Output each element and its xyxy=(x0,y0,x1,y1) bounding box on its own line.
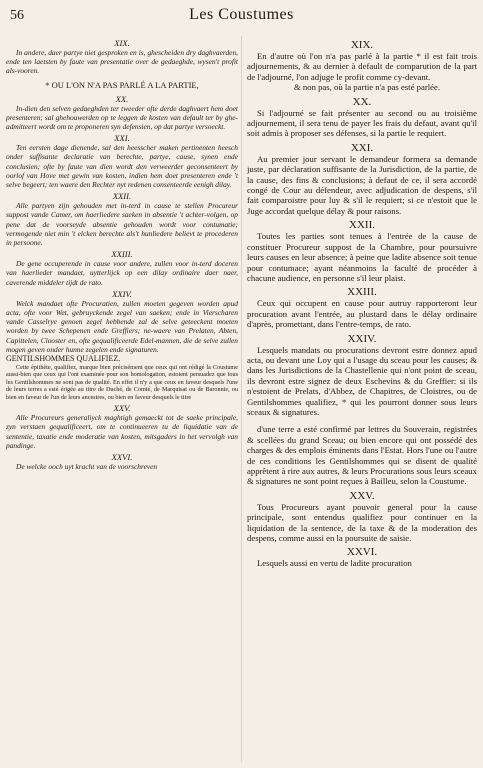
commentary-text: Cette épithète, qualifiez, marque bien précisément que ceux qui ont rédigé la Coustume aussi-bien que ceux qui l'ont examinée pour son homologation, estoient persuadez que tous les Gentilshommes ne sont pas de qualité. En effet il n'y a que ceux en faveur desquels l'une de leurs terres a esté érigée au titre de Duché, de Comté, de Marquisat ou de Baronnie, ou bien en faveur de l'un de leurs ancestres, ou bien en faveur desquels le titre xyxy=(6,364,238,401)
article-xxiv-fr xyxy=(247,333,477,418)
section-heading: * OU L'ON N'A PAS PARLÉ A LA PARTIE, xyxy=(45,79,199,90)
article-xxvi-nl xyxy=(6,452,238,471)
article-text: In-dien den selven gedaeghden ter tweeder ofte derde daghvaert hem doet presenteren; sal ghehouwerden op te leggen de kosten van default ter by ghe-admitteert wordt om te proponeren syn defensien, op dat partye versoeckt. xyxy=(6,103,238,132)
article-text: Si l'adjourné se fait présenter au second ou au troisième adjournement, il sera tenu de payer les frais du defaut, avant qu'il soit admis à proposer ses défenses, si la partie le requiert. xyxy=(247,107,477,139)
article-text: In andere, daer partye niet gesproken en is, ghescheiden dry daghvaerden, ende ten laetsten by faute van presentatie over de gedaeghde, wysen't profit als-vooren. xyxy=(6,48,238,76)
article-text: Welck mandaet ofte Procuratien, zullen moeten gegeven worden apud acta, ofte voor Wet, gebruyckende zegel van saeken; ende in Vierscharen vande Casselrye genoen zegel hebbende zal de selve geteeckent moeten worden by twee Schepenen ende Greffiers; ne-waere van Prelaten, Abten, Capittelen, Clooster en, ofte gequalificeerde Edel-mannen, die de selve zullen mogen geven onder hunne zegelen ende signaturen. xyxy=(6,298,238,354)
article-xxiii-nl xyxy=(6,249,238,287)
article-number: XX. xyxy=(352,95,372,108)
article-number: XIX. xyxy=(114,38,130,48)
article-number: XXIV. xyxy=(347,332,377,345)
page-number: 56 xyxy=(10,8,24,23)
article-number: XXV. xyxy=(113,403,131,414)
article-number: XXVI. xyxy=(111,451,133,462)
article-xxv-fr xyxy=(247,490,477,544)
commentary-text: d'une terre a esté confirmé par lettres du Souverain, registrées & scellées du grand Sceau; ou bien encore qui ont possédé des charges & des emplois éminents dans l'Estat. Hors l'une ou l'autre de ces conditions les Gentilshommes qui se disent de qualité apprêtent à rire aux autres, & leurs Procurations sous leurs sceaux & signatures ne sont point reçues à Bailleu, selon la Coustume. xyxy=(247,424,477,487)
page-header xyxy=(0,0,483,34)
french-column xyxy=(247,36,477,762)
article-text: Ten eersten dage dienende, sal den heesscher maken pertinenten heesch onder suffisante declaratie van berechte, partye, cause, synen ende conclusien; ofte by faute van dien wordt den verweerder geconsenteert by oorlof van Hove met gewin van kosten, indien hem doet presenteren ende 't selve begeert; ten waere den Rechter nyt redenen consenteerde eenigh dilay. xyxy=(6,143,238,190)
spacer xyxy=(247,417,477,424)
article-number: XXI. xyxy=(350,141,374,154)
margin-note: & non pas, où la partie n'a pas esté parlée. xyxy=(293,82,441,93)
article-xxii-fr xyxy=(247,219,477,283)
article-xxiv-nl xyxy=(6,289,238,354)
article-number: XXII. xyxy=(112,191,132,202)
article-text: Ceux qui occupent en cause pour autruy rapporteront leur procuration avant l'entrée, au plustard dans le délay ordinaire d'après, promettant, dans l'entre-temps, de rato. xyxy=(247,298,477,330)
article-xxii-nl xyxy=(6,191,238,247)
running-title: Les Coustumes xyxy=(189,6,294,23)
article-xxi-fr xyxy=(247,142,477,216)
article-number: XXVI. xyxy=(346,546,378,559)
article-text: Lesquels aussi en vertu de ladite procuration xyxy=(257,558,412,569)
commentary-continued xyxy=(247,424,477,486)
commentary-note xyxy=(6,354,238,401)
article-number: XXI. xyxy=(114,133,130,144)
flemish-column xyxy=(6,36,238,762)
article-text: Au premier jour servant le demandeur formera sa demande juste, par déclaration suffisante de la Jurisdiction, de la partie, de la cause, des fins & conclusions; à defaut de ce, il sera accordé congé de Cour au défendeur, avec adjudication de despens, s'il fait comparoistre pour luy & s'il le requiert; si ce n'estoit que le Juge accordat quelque délay & pour raisons. xyxy=(247,153,477,216)
article-xxvi-fr xyxy=(247,546,477,568)
commentary-heading: GENTILSHOMMES QUALIFIEZ. xyxy=(6,354,121,364)
article-xxv-nl xyxy=(6,403,238,450)
article-xxi-nl xyxy=(6,133,238,189)
article-xx-fr xyxy=(247,96,477,139)
article-text: Alle partyen zijn gehouden met in-terd in cause te stellen Procureur suppost vande Camer, om haerliedere saeken in absentie 't achter-volgen, op pene dat de voorseyde absentie gehouden wordt voor contumatie; vermogende niet min 't elcken berechte als't hunliedere believt te procederen in persoone. xyxy=(6,201,238,248)
article-number: XIX. xyxy=(350,39,374,51)
article-number: XXIII. xyxy=(347,286,377,299)
column-divider xyxy=(241,36,242,762)
article-text: De welcke ooch uyt kracht van de voorschreven xyxy=(16,461,158,471)
article-number: XXV. xyxy=(349,489,375,502)
article-text: Alle Procureurs generaliyck maghtigh gemaeckt tot de saeke principale, zyn verstaen gequalificeert, om te continueeren tu de liquidatie van de sententie, taxatie ende moderatie van kosten, mitsgaders in het vervolgh van pandinge. xyxy=(6,413,238,450)
article-xix-nl xyxy=(6,38,238,76)
article-text: De gene occuperende in cause voor andere, zullen voor in-terd doceren van haerlieder mandaet, uytterlijck op een dilay ordinaire daer naer, caverende middeler tijdt de rato. xyxy=(6,259,238,287)
article-number: XXIII. xyxy=(111,249,133,260)
article-number: XXIV. xyxy=(112,288,132,299)
article-xx-nl xyxy=(6,94,238,132)
article-text: En d'autre où l'on n'a pas parlé à la partie * il est fait trois adjournements, & au dernier à default de comparution de la part de l'adjourné, l'on adjuge le profit comme cy-devant. xyxy=(247,51,477,82)
article-text: Toutes les parties sont tenues à l'entrée de la cause de constituer Procureur suppost de la Chambre, pour poursuivre leurs causes en leur absence; à peine que ladite absence soit tenue pour contumace; ayant néanmoins la faculté de procéder à chacune audience, en personne s'il leur plaist. xyxy=(247,231,477,283)
article-xix-fr xyxy=(247,39,477,93)
article-text: Lesquels mandats ou procurations devront estre donnez apud acta, ou devant une Loy qui a l'usage du sceau pour les causes; & dans les Jurisdictions de la Chastellenie qui n'ont point de sceau, ils devront estre signez de deux Eschevins & du Greffier: si ils n'estoient de Prelats, d'Abbez, de Chapitres, de Cloistres, ou de Gentilshommes qualifiez, * qui les pourront donner sous leurs sceaux & signatures. xyxy=(247,344,477,417)
article-number: XX. xyxy=(115,93,129,104)
article-text: Tous Procureurs ayant pouvoir general pour la cause principale, sont entendus qualifiez pour continuer en la liquidation de la sentence, de la taxe & de la moderation des despens, comme aussi en la poursuite de saisie. xyxy=(247,501,477,544)
article-xxiii-fr xyxy=(247,286,477,329)
article-number: XXII. xyxy=(349,219,375,232)
